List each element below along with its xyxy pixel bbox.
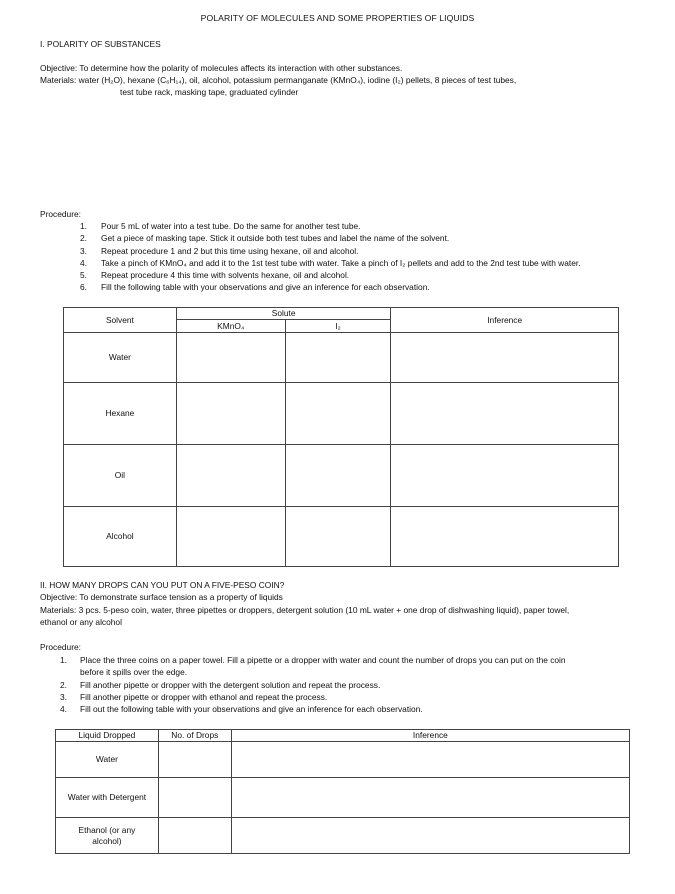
header-inference: Inference: [231, 730, 629, 742]
answer-cell[interactable]: [176, 333, 285, 383]
table-row: [56, 742, 630, 778]
part2-objective: Objective: To demonstrate surface tension as a property of liquids: [40, 592, 283, 602]
answer-cell[interactable]: [285, 383, 391, 445]
row-label-hexane: Hexane: [64, 383, 177, 445]
answer-cell[interactable]: [158, 742, 231, 778]
procedure-step: 5. Repeat procedure 4 this time with solvents hexane, oil and alcohol.: [80, 270, 350, 281]
row-label-water: Water: [56, 742, 159, 778]
procedure-step: 2. Fill another pipette or dropper with the detergent solution and repeat the process.: [60, 679, 381, 690]
header-no-of-drops: No. of Drops: [158, 730, 231, 742]
answer-cell[interactable]: [176, 507, 285, 567]
solubility-table: [63, 307, 619, 567]
procedure-step: 6. Fill the following table with your observations and give an inference for each observation.: [80, 282, 430, 293]
part1-procedure-list: [80, 221, 660, 295]
drops-table: [55, 729, 630, 854]
procedure-step: 4. Fill out the following table with your observations and give an inference for each observation.: [60, 704, 423, 715]
answer-cell[interactable]: [285, 507, 391, 567]
header-i2: I₂: [285, 320, 391, 333]
row-label-water: Water: [64, 333, 177, 383]
part2-heading: II. HOW MANY DROPS CAN YOU PUT ON A FIVE-PESO COIN?: [40, 580, 285, 590]
page-title: POLARITY OF MOLECULES AND SOME PROPERTIES OF LIQUIDS: [200, 13, 475, 23]
part1-procedure-label: Procedure:: [40, 209, 81, 219]
answer-cell[interactable]: [176, 383, 285, 445]
table-row: [56, 818, 630, 854]
answer-cell[interactable]: [285, 445, 391, 507]
row-label-oil: Oil: [64, 445, 177, 507]
answer-cell[interactable]: [391, 445, 619, 507]
part1-materials-line2: test tube rack, masking tape, graduated cylinder: [120, 87, 299, 97]
table-row: [64, 333, 619, 383]
row-label-water-with-detergent: Water with Detergent: [56, 778, 159, 818]
part1-materials-line1: Materials: water (H₂O), hexane (C₆H₁₄), oil, alcohol, potassium permanganate (KMnO₄), iodine (I₂) pellets, 8 pieces of test tubes,: [40, 75, 517, 85]
row-label-alcohol: Alcohol: [64, 507, 177, 567]
procedure-step: 1. Pour 5 mL of water into a test tube. Do the same for another test tube.: [80, 221, 361, 231]
answer-cell[interactable]: [231, 778, 629, 818]
header-liquid-dropped: Liquid Dropped: [56, 730, 159, 742]
procedure-step: 3. Repeat procedure 1 and 2 but this time using hexane, oil and alcohol.: [80, 245, 359, 256]
answer-cell[interactable]: [391, 507, 619, 567]
part1-heading: I. POLARITY OF SUBSTANCES: [40, 39, 161, 49]
procedure-step: 1. Place the three coins on a paper towel. Fill a pipette or a dropper with water and count the number of drops you can put on the coin: [60, 655, 566, 665]
answer-cell[interactable]: [391, 383, 619, 445]
header-solvent: Solvent: [64, 308, 177, 333]
table-row: [64, 383, 619, 445]
part1-objective: Objective: To determine how the polarity of molecules affects its interaction with other substances.: [40, 63, 403, 73]
header-kmno4: KMnO₄: [176, 320, 285, 333]
row-label-ethanol: Ethanol (or any alcohol): [56, 818, 159, 854]
answer-cell[interactable]: [176, 445, 285, 507]
answer-cell[interactable]: [285, 333, 391, 383]
header-solute: Solute: [176, 308, 391, 320]
table-row: [56, 778, 630, 818]
answer-cell[interactable]: [158, 778, 231, 818]
procedure-step: 2. Get a piece of masking tape. Stick it outside both test tubes and label the name of the solvent.: [80, 233, 450, 244]
part2-procedure-label: Procedure:: [40, 642, 81, 652]
part2-materials-line1: Materials: 3 pcs. 5-peso coin, water, three pipettes or droppers, detergent solution (10 mL water + one drop of dishwashing liquid), paper towel,: [40, 605, 570, 615]
header-inference: Inference: [391, 308, 619, 333]
procedure-step-continued: before it spills over the edge.: [80, 667, 188, 678]
answer-cell[interactable]: [158, 818, 231, 854]
answer-cell[interactable]: [231, 818, 629, 854]
table-row: [64, 445, 619, 507]
table-row: [64, 507, 619, 567]
part2-materials-line2: ethanol or any alcohol: [40, 617, 122, 627]
procedure-step: 3. Fill another pipette or dropper with ethanol and repeat the process.: [60, 691, 328, 702]
answer-cell[interactable]: [391, 333, 619, 383]
answer-cell[interactable]: [231, 742, 629, 778]
part2-procedure-list: [60, 655, 640, 716]
procedure-step: 4. Take a pinch of KMnO₄ and add it to the 1st test tube with water. Take a pinch of I₂ pellets and add to the 2nd test tube with water.: [80, 257, 581, 268]
